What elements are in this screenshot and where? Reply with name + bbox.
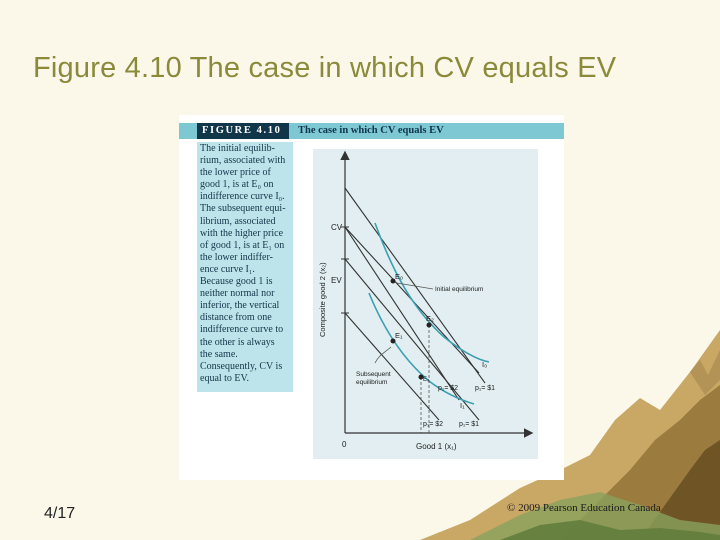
e1-label: E₁ xyxy=(395,331,403,340)
slide-title: Figure 4.10 The case in which CV equals EV xyxy=(33,52,617,84)
e2-label: E₂ xyxy=(426,314,434,323)
copyright-notice: © 2009 Pearson Education Canada xyxy=(507,502,661,514)
budget-label-lower-p1-2: p₁= $2 xyxy=(423,421,444,428)
x-axis-label: Good 1 (x₁) xyxy=(416,442,457,451)
e3-label: E₃ xyxy=(423,377,430,383)
curve-i1-label: I₁ xyxy=(460,401,465,410)
page-number: 4/17 xyxy=(44,505,76,522)
e0-label: E₀ xyxy=(395,272,404,281)
budget-line-ev-p1-1 xyxy=(345,259,479,420)
figure-panel xyxy=(179,115,564,480)
figure-caption: The case in which CV equals EV xyxy=(298,125,444,136)
cv-label: CV xyxy=(331,223,343,232)
origin-label: 0 xyxy=(342,440,347,449)
ev-label: EV xyxy=(331,276,342,285)
indifference-diagram xyxy=(179,115,564,480)
budget-line-ev-p1-2 xyxy=(345,313,439,420)
initial-eq-leader xyxy=(397,283,433,289)
budget-label-upper-p1-1: p₁= $1 xyxy=(475,385,496,392)
figure-description: The initial equilib- rium, associated with the lower price of good 1, is at E₀ on indifference curve I₀. The subsequent equi- librium, associated with the higher price of good 1, is at E₁ on the lower indiffer- ence curve I₁. Because good 1 is neither normal nor inferior, the vertical distance from one indifference curve to the other is always the same. Consequently, CV is equal to EV. xyxy=(200,143,286,384)
budget-label-lower-p1-1: p₁= $1 xyxy=(459,421,480,428)
subsequent-eq-label-1: Subsequent xyxy=(356,371,391,378)
subsequent-eq-label-2: equilibrium xyxy=(356,379,388,386)
curve-i0-label: I₀ xyxy=(482,360,488,369)
point-e2 xyxy=(427,323,432,328)
budget-label-upper-p1-2: p₁= $2 xyxy=(438,385,459,392)
figure-tag: FIGURE 4.10 xyxy=(197,123,289,139)
initial-eq-label: Initial equilibrium xyxy=(435,286,484,293)
y-axis-label: Composite good 2 (x₂) xyxy=(318,262,327,337)
